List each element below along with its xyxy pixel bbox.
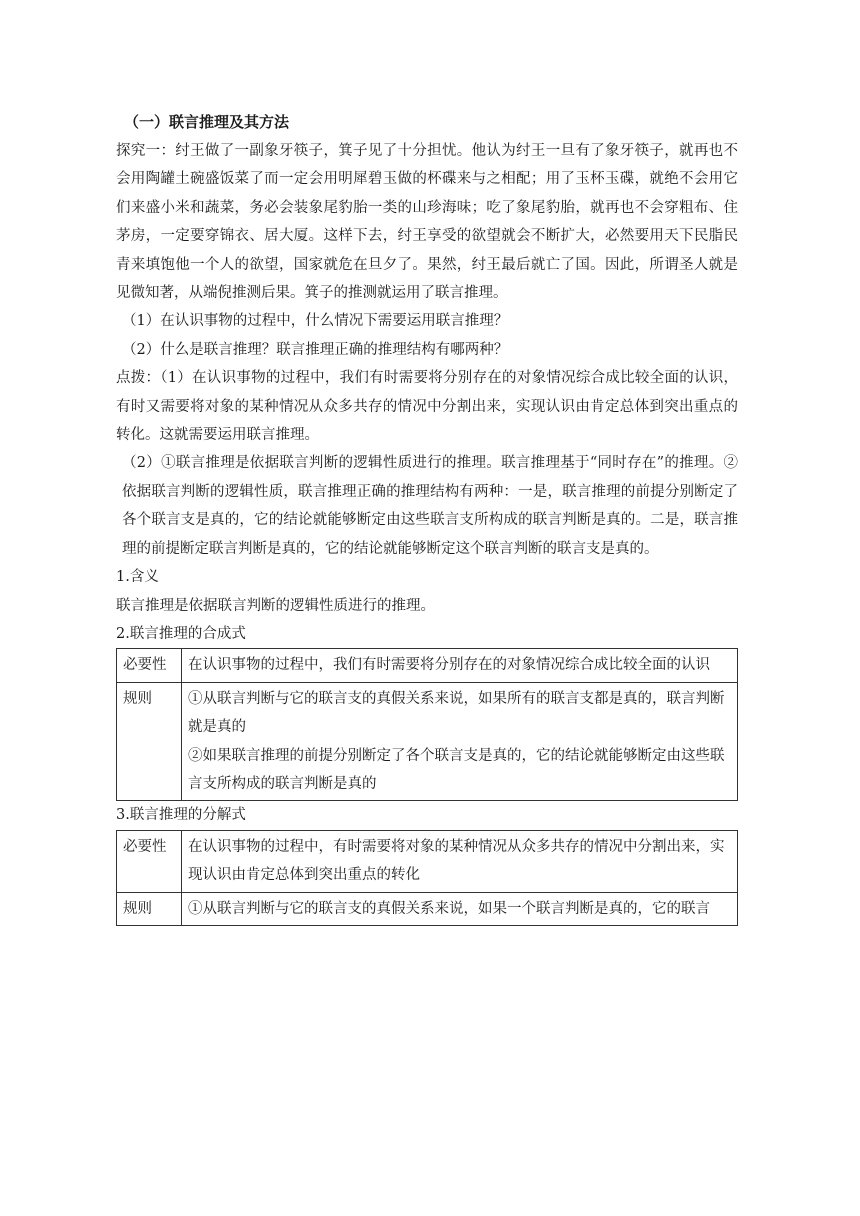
necessity-label: 必要性 xyxy=(117,649,182,682)
explore-paragraph: 探究一：纣王做了一副象牙筷子，箕子见了十分担忧。他认为纣王一旦有了象牙筷子，就再也不会用陶罐土碗盛饭菜了而一定会用明犀碧玉做的杯碟来与之相配；用了玉杯玉碟，就绝不会用它们来盛小米和蔬菜，务必会装象尾豹胎一类的山珍海味；吃了象尾豹胎，就再也不会穿粗布、住茅房，一定要穿锦衣、居大厦。这样下去，纣王享受的欲望就会不断扩大，必然要用天下民脂民青来填饱他一个人的欲望，国家就危在旦夕了。果然，纣王最后就亡了国。因此，所谓圣人就是见微知著，从端倪推测后果。箕子的推测就运用了联言推理。 xyxy=(116,143,738,302)
rule-1: ①从联言判断与它的联言支的真假关系来说，如果一个联言判断是真的，它的联言 xyxy=(182,892,738,925)
necessity-label: 必要性 xyxy=(117,830,182,892)
section-title: （一）联言推理及其方法 xyxy=(124,113,290,131)
table-row xyxy=(117,649,738,682)
question-1: （1）在认识事物的过程中，什么情况下需要运用联言推理？ xyxy=(122,313,509,330)
necessity-text: 在认识事物的过程中，我们有时需要将分别存在的对象情况综合成比较全面的认识 xyxy=(182,649,738,682)
table-row xyxy=(117,892,738,925)
decomposition-table xyxy=(116,830,738,926)
rule-2: ②如果联言推理的前提分别断定了各个联言支是真的，它的结论就能够断定由这些联言支所构成的联言判断是真的 xyxy=(188,747,725,792)
meaning-text: 联言推理是依据联言判断的逻辑性质进行的推理。 xyxy=(116,597,435,614)
question-2: （2）什么是联言推理？联言推理正确的推理结构有哪两种？ xyxy=(122,341,509,358)
rule-label: 规则 xyxy=(117,892,182,925)
rule-label: 规则 xyxy=(117,682,182,801)
table-row xyxy=(117,682,738,801)
meaning-title: 1.含义 xyxy=(116,569,159,586)
decomposition-title: 3.联言推理的分解式 xyxy=(116,807,246,824)
hint-paragraph-2: （2）①联言推理是依据联言判断的逻辑性质进行的推理。联言推理基于“同时存在”的推理。②依据联言判断的逻辑性质，联言推理正确的推理结构有两种：一是，联言推理的前提分别断定了各个联言支是真的，它的结论就能够断定由这些联言支所构成的联言判断是真的。二是，联言推理的前提断定联言判断是真的，它的结论就能够断定这个联言判断的联言支是真的。 xyxy=(122,455,738,557)
table-row xyxy=(117,830,738,892)
synthesis-title: 2.联言推理的合成式 xyxy=(116,625,246,642)
hint-paragraph-1: 点拨：（1）在认识事物的过程中，我们有时需要将分别存在的对象情况综合成比较全面的认识，有时又需要将对象的某种情况从众多共存的情况中分割出来，实现认识由肯定总体到突出重点的转化。这就需要运用联言推理。 xyxy=(116,370,738,444)
necessity-text: 在认识事物的过程中，有时需要将对象的某种情况从众多共存的情况中分割出来，实现认识由肯定总体到突出重点的转化 xyxy=(182,830,738,892)
rule-1: ①从联言判断与它的联言支的真假关系来说，如果所有的联言支都是真的，联言判断就是真的 xyxy=(188,690,725,736)
rule-cell xyxy=(182,682,738,801)
synthesis-table xyxy=(116,648,738,801)
